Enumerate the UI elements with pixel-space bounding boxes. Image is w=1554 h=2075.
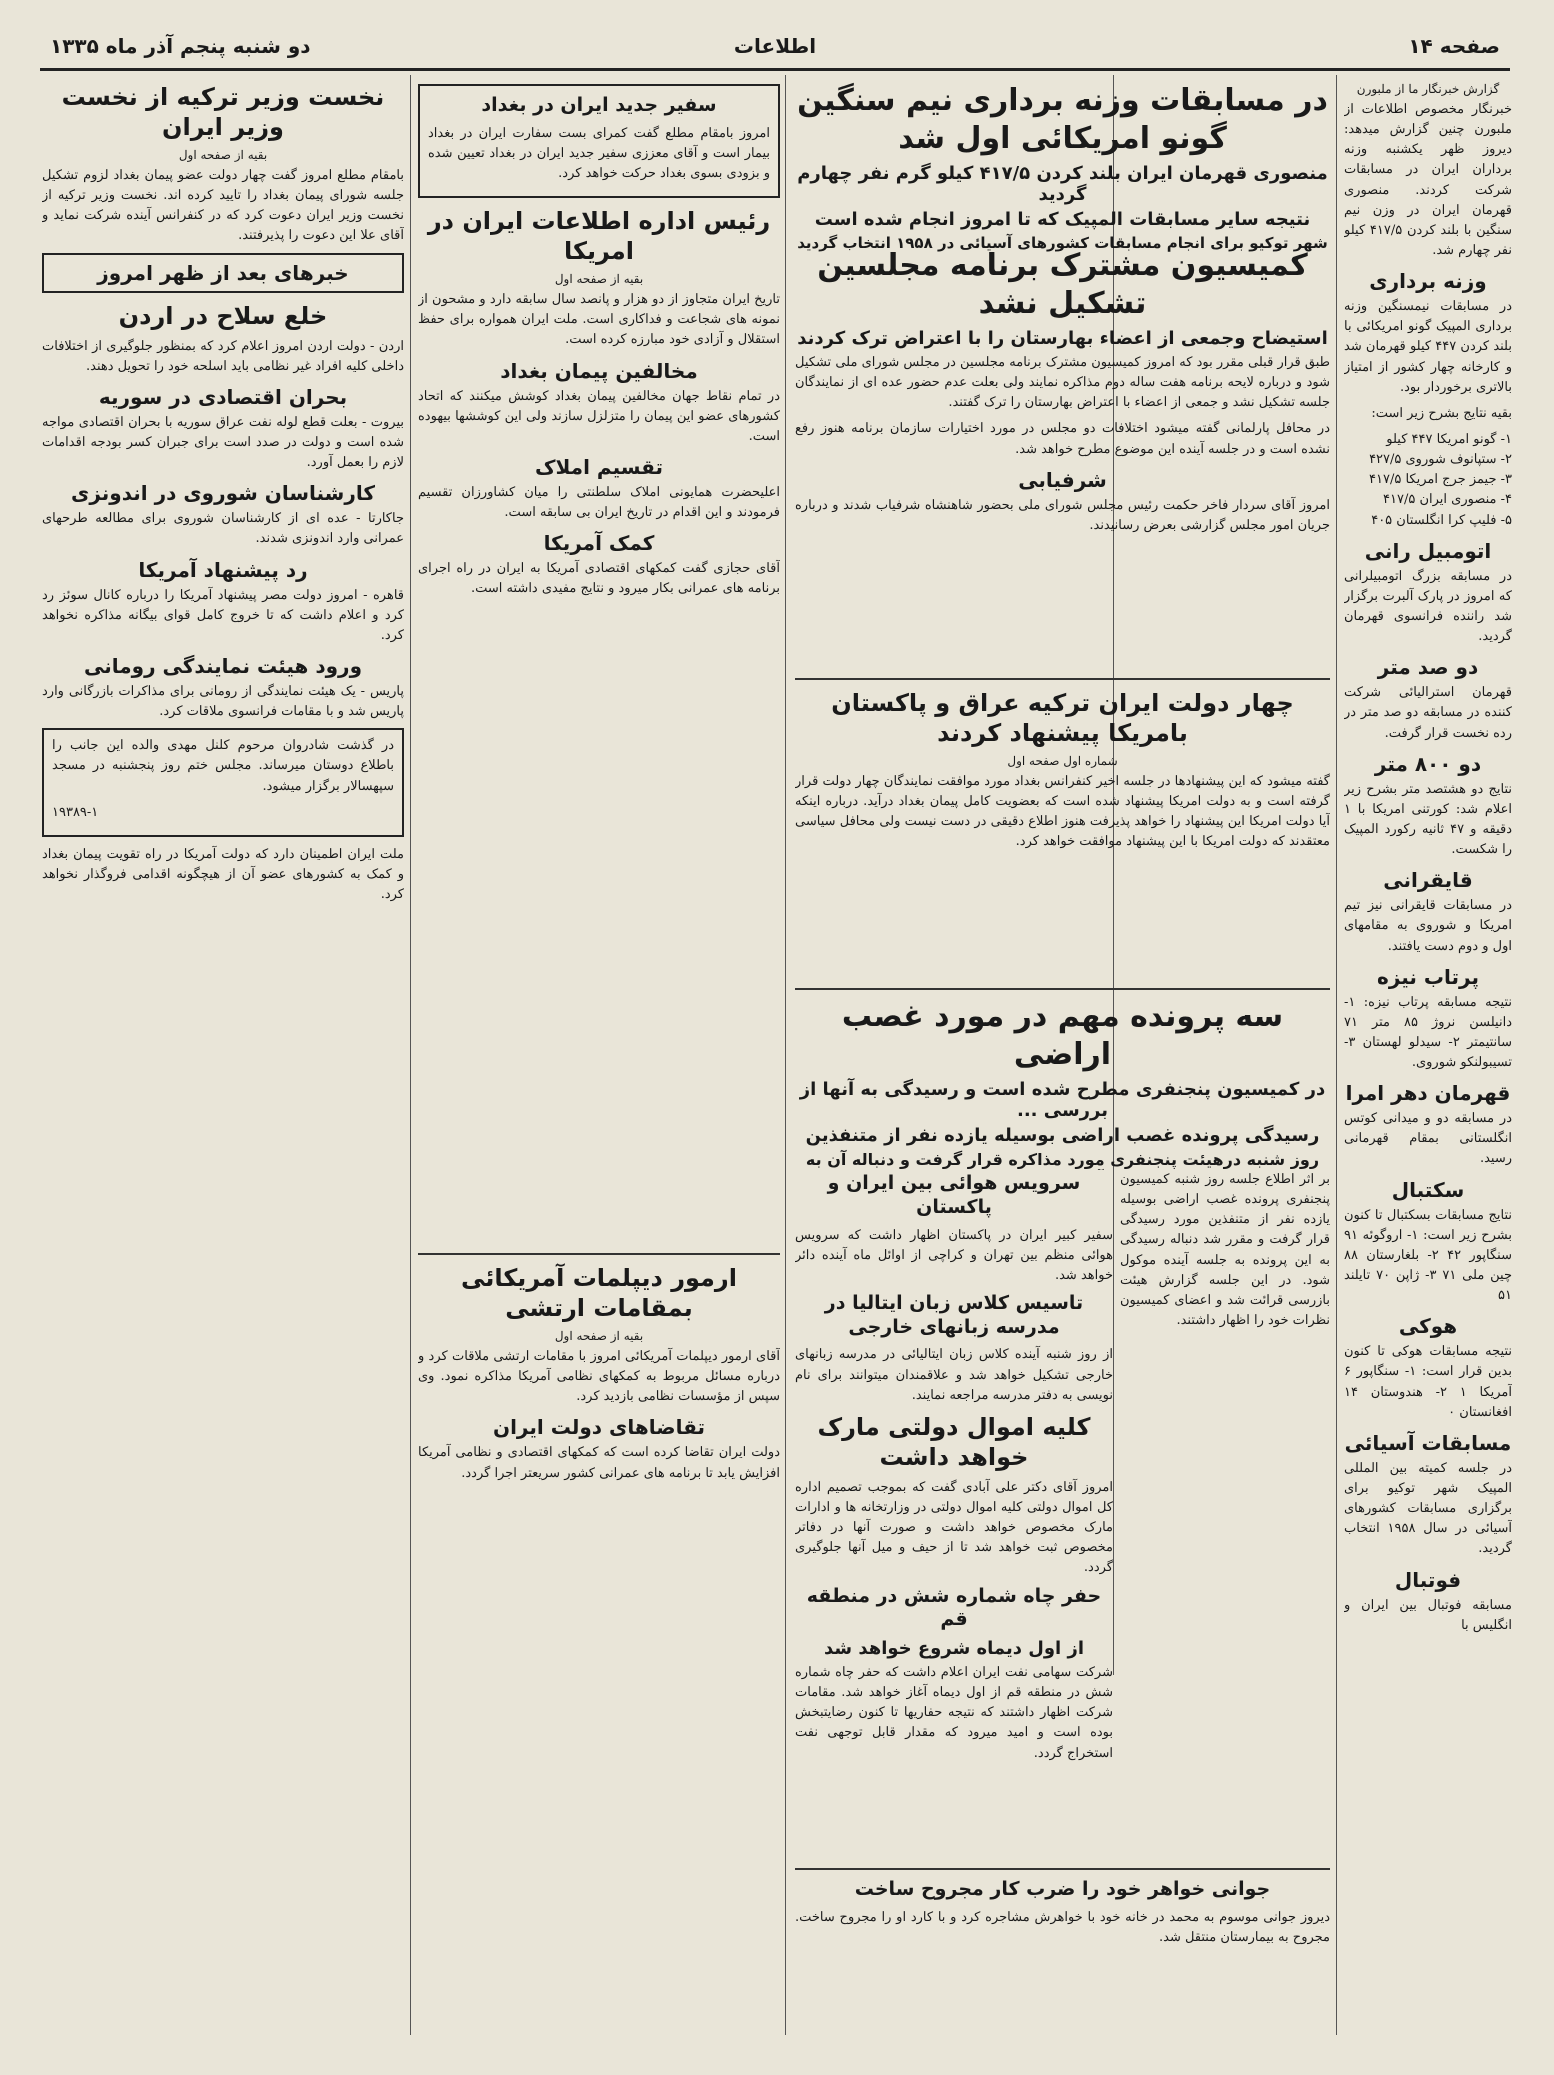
opponents-title: مخالفین پیمان بغداد [500,358,698,383]
land-deck-3: روز شنبه درهیئت پنجنفری مورد مذاکره قرار گرفت و دنباله آن به [805,1150,1320,1169]
jordan-text: اردن - دولت اردن امروز اعلام کرد که بمنظور جلوگیری از اختلافات داخلی کلیه افراد غیر نظامی باید اسلحه خود را تحویل دهند. [42,338,404,374]
info-text-1: تاریخ ایران متجاوز از دو هزار و پانصد سال سابقه دارد و مشحون از نمونه های شجاعت و فداکاری است. ملت ایران همواره برای حفظ استقلال و آزادی خود مبارزه کرده است. [418,292,780,348]
commission-text-2: در محافل پارلمانی گفته میشود اختلافات دو مجلس در مورد اختیارات سازمان برنامه هنوز رفع نشده است و در جلسه آینده این موضوع مطرح خواهد شد. [795,421,1330,457]
bottom-text: ملت ایران اطمینان دارد که دولت آمریکا در راه تقویت پیمان بغداد و کمک به کشورهای عضو آن از هیچگونه اقدامی فروگذار نخواهد کرد. [42,846,404,903]
weight-text: در مسابقات نیمسنگین وزنه برداری المپیک گونو امریکائی با بلند کردن ۴۴۷ کیلو قهرمان شد و کارخانه چهار کشور از امتیاز بالاتری برخوردار بود. [1344,299,1512,395]
mid-news [795,1170,1113,1860]
cycling-text: در مسابقه بزرگ اتومبیلرانی که امروز در پارک آلبرت برگزار شد راننده فرانسوی قهرمان گردید. [1344,568,1512,645]
sports-column [1344,80,1512,2030]
youth-headline: جوانی خواهر خود را ضرب کار مجروح ساخت [854,1878,1271,1900]
commission-article [795,245,1330,665]
basketball-text: نتایج مسابقات بسکتبال تا کنون بشرح زیر است: ۱- اروگوئه ۹۱ سنگاپور ۴۲ ۲- بلغارستان ۸۸ چین ملی ۷۱ ۳- ژاپن ۷۰ تایلند ۵۱ [1344,1207,1512,1304]
list-item: ۵- فلیپ کرا انگلستان ۴۰۵ [1371,512,1512,528]
diplomat-byline: بقیه از صفحه اول [554,1329,644,1343]
land-deck-1: در کمیسیون پنجنفری مطرح شده است و رسیدگی به آنها از بررسی ... [799,1079,1326,1121]
audience-title: شرفیابی [1018,467,1107,492]
list-item: ۳- جیمز جرج امریکا ۴۱۷/۵ [1369,472,1512,488]
divider [795,1868,1330,1870]
paper-name: اطلاعات [733,34,817,58]
run800-text: نتایج دو هشتصد متر بشرح زیر اعلام شد: کورتنی امریکا با ۱ دقیقه و ۴۷ ثانیه رکورد المپیک را شکست. [1344,781,1512,858]
divider [418,1253,780,1255]
page-header [40,28,1510,71]
indonesia-title: کارشناسان شوروی در اندونزی [70,481,376,506]
romania-title: ورود هیئت نمایندگی رومانی [84,653,362,678]
land-article [795,980,1330,1170]
issue-date: دو شنبه پنجم آذر ماه ۱۳۳۵ [50,34,311,58]
school-headline: تاسیس کلاس زبان ایتالیا در مدرسه زبانهای خارجی [824,1291,1084,1338]
youth-article [795,1860,1330,2030]
notice-number: ۱۹۳۸۹-۱ [52,804,99,820]
column-rule [785,75,786,2035]
list-item: ۴- منصوری ایران ۴۱۷/۵ [1383,492,1512,508]
baghdad-text: امروز بامقام مطلع گفت کمرای بست سفارت ایران در بغداد بیمار است و آقای معززی سفیر جدید ایران در بغداد تعیین شده و بزودی بسوی بغداد حرکت خواهد کرد. [428,125,770,182]
info-text-2: در تمام نقاط جهان مخالفین پیمان بغداد کوشش میکنند که اتحاد کشورهای عضو این پیمان را متزلزل سازند ولی این کوششها بیهوده است. [418,388,780,444]
run-title: دو صد متر [1377,655,1479,680]
diplomat-headline: ارمور دیپلمات آمریکائی بمقامات ارتشی [461,1264,737,1322]
airline-headline: سرویس هوائی بین ایران و پاکستان [827,1172,1081,1218]
run800-title: دو ۸۰۰ متر [1374,751,1482,776]
land-headline: سه پرونده مهم در مورد غصب اراضی [841,999,1284,1072]
boat-text: در مسابقات قایقرانی نیز تیم امریکا و شوروی به مقامهای اول و دوم دست یافتند. [1344,898,1512,954]
info-byline: بقیه از صفحه اول [554,272,644,287]
diplomat-article [418,1245,780,2030]
sports-banner [795,80,1330,255]
list-item: ۲- ستپانوف شوروی ۴۲۷/۵ [1369,452,1512,468]
divider [795,988,1330,990]
romania-text: پاریس - یک هیئت نمایندگی از رومانی برای مذاکرات بازرگانی وارد پاریس شد و با مقامات فرانسوی ملاقات کرد. [42,683,404,720]
hockey-text: نتیجه مسابقات هوکی تا کنون بدین قرار است: ۱- سنگاپور ۶ آمریکا ۱ ۲- هندوستان ۱۴ افغانستان ۰ [1344,1344,1512,1420]
sports-deck-2: نتیجه سایر مسابقات المپیک که تا امروز انجام شده است [814,209,1311,230]
oil-headline: حفر چاه شماره شش در منطقه قم [806,1584,1102,1631]
run-text: قهرمان استرالیائی شرکت کننده در مسابقه دو صد متر در رده نخست قرار گرفت. [1344,685,1512,741]
land-body [1120,1170,1330,1860]
info-text-3: اعلیحضرت همایونی املاک سلطنتی را میان کشاورزان تقسیم فرمودند و این اقدام در تاریخ ایران بی سابقه است. [418,485,780,521]
spear-text: نتیجه مسابقه پرتاب نیزه: ۱- دانیلسن نروژ ۸۵ متر ۷۱ سانتیمتر ۲- سیدلو لهستان ۳- تسیبولنکو شوروی. [1344,994,1512,1071]
pact-byline: شماره اول صفحه اول [1007,754,1118,768]
property-headline: کلیه اموال دولتی مارک خواهد داشت [817,1412,1091,1471]
divider [795,678,1330,680]
audience-text: امروز آقای سردار فاخر حکمت رئیس مجلس شورای ملی بحضور شاهنشاه شرفیاب شدند و درباره جریان امور مجلس گزارشی بعرض رسانیدند. [795,497,1330,533]
column-rule [1336,75,1337,2035]
oil-deck: از اول دیماه شروع خواهد شد [823,1638,1085,1660]
cycling-title: اتومبیل رانی [1364,538,1492,563]
sports-deck-1: منصوری قهرمان ایران بلند کردن ۴۱۷/۵ کیلو گرم نفر چهارم گردید [797,163,1328,205]
info-text-4: آقای حجازی گفت کمکهای اقتصادی آمریکا به ایران در راه اجرای برنامه های عمرانی بکار میرود و نتایج مفیدی داشته است. [418,561,780,597]
sports-kicker: گزارش خبرنگار ما از ملبورن [1356,82,1500,96]
hockey-title: هوکی [1398,1314,1458,1339]
wrestle-title: قهرمان دهر امرا [1345,1081,1511,1106]
results-intro: بقیه نتایج بشرح زیر است: [1371,405,1512,421]
boat-title: قایقرانی [1383,868,1473,893]
football-text: مسابقه فوتبال بین ایران و انگلیس با [1344,1597,1512,1633]
commission-text-1: طبق قرار قبلی مقرر بود که امروز کمیسیون مشترک برنامه مجلسین در مجلس شورای ملی تشکیل شود و درباره لایحه برنامه هفت ساله دوم مذاکره نمایند ولی بعلت عدم حضور عده ای از نمایندگان جلسه تشکیل نشد و جمعی از اعضاء با اعتراض بهارستان را ترک گفتند. [795,355,1330,411]
pact-text: گفته میشود که این پیشنهادها در جلسه اخیر کنفرانس بغداد مورد موافقت نمایندگان چهار دولت قرار گرفته است و به دولت امریکا پیشنهاد شده است که بعضویت کامل پیمان بغداد درآید. درباره اینکه آیا دولت امریکا این پیشنهاد را خواهد پذیرفت هنوز اطلاع دقیقی در دست نیست ولی محافل سیاسی معتقدند که دولت امریکا با این پیشنهاد موافقت خواهد کرد. [795,774,1330,850]
jordan-headline: خلع سلاح در اردن [118,301,328,330]
basketball-title: سکتبال [1391,1177,1465,1202]
baghdad-box [418,84,780,198]
asia-title: مسابقات آسیائی [1344,1430,1512,1455]
wrestle-text: در مسابقه دو و میدانی کوتس انگلستانی بمقام قهرمانی رسید. [1344,1111,1512,1167]
oil-text: شرکت سهامی نفت ایران اعلام داشت که حفر چاه شماره شش در منطقه قم از اول دیماه آغاز خواهد شد. مقامات شرکت اظهار داشتند که نتیجه حفاریها تا کنون رضایتبخش بوده است و امید میرود که مقدار قابل توجهی نفت استخراج گردد. [795,1665,1113,1761]
school-text: از روز شنبه آینده کلاس زبان ایتالیائی در مدرسه زبانهای خارجی تشکیل خواهد شد و علاقمندان میتوانند برای نام نویسی به دفتر مدرسه مراجعه نمایند. [795,1347,1113,1403]
us-proposal-text: قاهره - امروز دولت مصر پیشنهاد آمریکا را درباره کانال سوئز رد کرد و اعلام داشت که تا خروج کامل قوای بیگانه مذاکره نخواهد کرد. [42,587,404,643]
gov-requests-title: تقاضاهای دولت ایران [493,1415,705,1440]
spear-title: پرتاب نیزه [1377,964,1479,989]
airline-text: سفیر کبیر ایران در پاکستان اظهار داشت که سرویس هوائی منظم بین تهران و کراچی از اوائل ماه آینده دائر خواهد شد. [795,1227,1113,1283]
land-division-title: تقسیم املاک [535,455,663,480]
page-number: صفحه ۱۴ [1408,34,1500,58]
commission-deck: استیضاح وجمعی از اعضاء بهارستان را با اعتراض ترک کردند [797,328,1328,349]
land-text: بر اثر اطلاع جلسه روز شنبه کمیسیون پنجنفری پرونده غصب اراضی بوسیله یازده نفر از متنفذین مورد رسیدگی قرار گرفت و مقرر شد دنباله رسیدگی به این پرونده به جلسه آینده موکول شود. در این جلسه گزارش هیئت بازرسی قرائت شد و اعضای کمیسیون نظرات خود را اظهار داشتند. [1120,1172,1330,1328]
notice-box [42,728,404,837]
afternoon-title: خبرهای بعد از ظهر امروز [97,260,349,285]
us-proposal-title: رد پیشنهاد آمریکا [138,557,308,582]
football-title: فوتبال [1394,1567,1462,1592]
asia-text: در جلسه کمیته بین المللی المپیک شهر توکیو برای برگزاری مسابقات کشورهای آسیائی در سال ۱۹۵۸ انتخاب گردید. [1344,1460,1512,1557]
commission-headline: کمیسیون مشترک برنامه مجلسین تشکیل نشد [817,248,1308,321]
pact-article [795,670,1330,975]
pact-headline: چهار دولت ایران ترکیه عراق و پاکستان بامریکا پیشنهاد کردند [831,689,1294,747]
info-headline: رئیس اداره اطلاعات ایران در امریکا [427,207,771,266]
youth-text: دیروز جوانی موسوم به محمد در خانه خود با خواهرش مشاجره کرد و با کارد او را مجروح ساخت. مجروح به بیمارستان منتقل شد. [795,1909,1330,1945]
sports-headline: در مسابقات وزنه برداری نیم سنگین گونو امریکائی اول شد [797,83,1328,156]
weight-title: وزنه برداری [1369,269,1487,294]
results-list [1344,430,1512,531]
sports-deck-3: شهر توکیو برای انجام مسابقات کشورهای آسیائی در ۱۹۵۸ انتخاب گردید [797,234,1328,252]
pm-text: بامقام مطلع امروز گفت چهار دولت عضو پیمان بغداد لزوم تشکیل جلسه شورای پیمان بغداد را تایید کرده اند. نخست وزیر ترکیه از نخست وزیر ایران دعوت کرد که در کنفرانس آینده شرکت نماید و آقای علا این دعوت را پذیرفتند. [42,168,404,244]
syria-text: بیروت - بعلت قطع لوله نفت عراق سوریه با بحران اقتصادی مواجه شده است و دولت در صدد است برای جبران کسر بودجه اقدامات لازم را بعمل آورد. [42,414,404,471]
us-aid-title: کمک آمریکا [543,531,655,556]
indonesia-text: جاکارتا - عده ای از کارشناسان شوروی برای مطالعه طرحهای عمرانی وارد اندونزی شدند. [42,511,404,547]
land-deck-2: رسیدگی پرونده غصب اراضی بوسیله یازده نفر از متنفذین [805,1125,1320,1146]
syria-title: بحران اقتصادی در سوریه [98,384,348,409]
sports-intro: خبرنگار مخصوص اطلاعات از ملبورن چنین گزارش میدهد: دیروز ظهر یکشنبه وزنه برداران ایران در مسابقات شرکت کردند. منصوری قهرمان ایران در وزن نیم سنگین با بلند کردن ۴۱۷/۵ کیلو نفر چهارم شد. [1344,102,1512,258]
diplomat-text: آقای ارمور دیپلمات آمریکائی امروز با مقامات ارتشی ملاقات کرد و درباره مسائل مربوط به کمکهای نظامی آمریکا مذاکره نمود. وی سپس از مؤسسات نظامی بازدید کرد. [418,1349,780,1405]
pm-headline: نخست وزیر ترکیه از نخست وزیر ایران [61,83,385,141]
pm-byline: بقیه از صفحه اول [178,148,268,162]
pm-column [42,80,404,2030]
list-item: ۱- گونو امریکا ۴۴۷ کیلو [1386,431,1512,447]
gov-requests-text: دولت ایران تقاضا کرده است که کمکهای اقتصادی و نظامی آمریکا افزایش یابد تا برنامه های عمرانی کشور سریعتر اجرا گردد. [418,1445,780,1481]
info-article [418,80,780,1240]
baghdad-headline: سفیر جدید ایران در بغداد [481,94,717,116]
notice-text: در گذشت شادروان مرحوم کلنل مهدی والده این جانب را باطلاع دوستان میرساند. مجلس ختم روز پنجشنبه در مسجد سپهسالار برگزار میشود. [52,738,394,794]
column-rule [410,75,411,2035]
afternoon-box [42,253,404,293]
property-text: امروز آقای دکتر علی آبادی گفت که بموجب تصمیم اداره کل اموال دولتی کلیه اموال دولتی در وزارتخانه ها و ادارات مارک مخصوص خواهد داشت و صورت آنها در دفاتر مخصوص ثبت خواهد شد تا از حیف و میل آنها جلوگیری گردد. [795,1479,1113,1576]
